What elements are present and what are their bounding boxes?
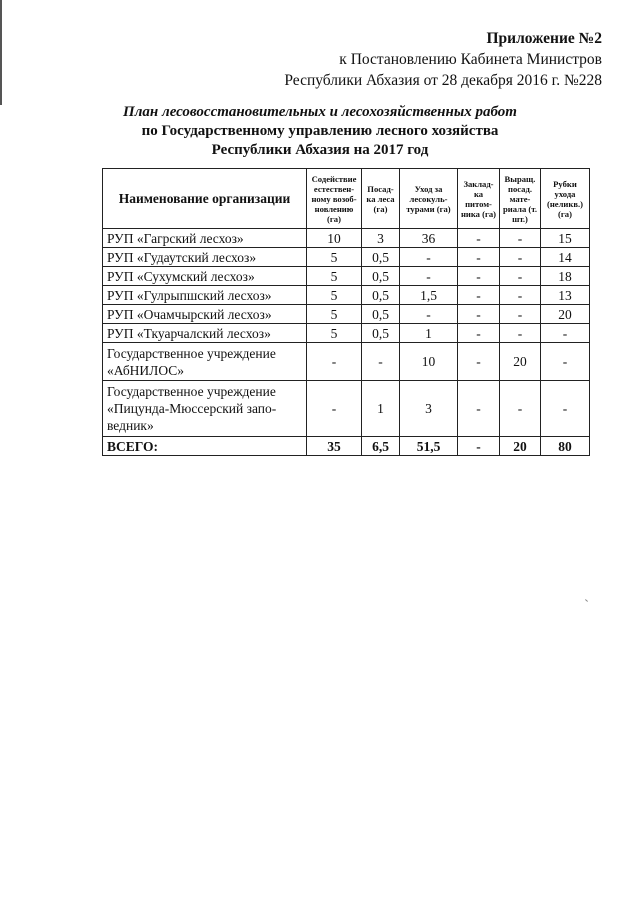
cell-forest-planting: 1 <box>362 381 400 437</box>
cell-plantation-care: - <box>400 267 458 286</box>
cell-forest-planting: - <box>362 343 400 381</box>
cell-thinning: - <box>541 343 590 381</box>
total-forest-planting: 6,5 <box>362 437 400 456</box>
total-label: ВСЕГО: <box>103 437 307 456</box>
header-thinning: Рубки ухода (неликв.) (га) <box>541 169 590 229</box>
row-organization: РУП «Сухумский лесхоз» <box>103 267 307 286</box>
header-seedling-growing: Выращ. посад. мате-риала (т. шт.) <box>500 169 541 229</box>
cell-thinning: 14 <box>541 248 590 267</box>
cell-seedling-growing: - <box>500 248 541 267</box>
row-organization: Государственное учреждение «АбНИЛОС» <box>103 343 307 381</box>
cell-seedling-growing: - <box>500 286 541 305</box>
row-organization: РУП «Очамчырский лесхоз» <box>103 305 307 324</box>
header-organization: Наименование организации <box>103 169 307 229</box>
header-forest-planting: Посад-ка леса (га) <box>362 169 400 229</box>
cell-thinning: - <box>541 381 590 437</box>
cell-seedling-growing: 20 <box>500 343 541 381</box>
table-row <box>103 343 590 381</box>
table-row <box>103 305 590 324</box>
appendix-number: Приложение №2 <box>486 30 602 47</box>
total-nursery-setup: - <box>458 437 500 456</box>
cell-natural-regeneration: 5 <box>307 248 362 267</box>
row-organization: РУП «Гагрский лесхоз» <box>103 229 307 248</box>
total-plantation-care: 51,5 <box>400 437 458 456</box>
cell-plantation-care: 1 <box>400 324 458 343</box>
scan-edge-mark <box>0 0 2 105</box>
header-plantation-care: Уход за лесокуль-турами (га) <box>400 169 458 229</box>
cell-plantation-care: - <box>400 305 458 324</box>
title-line-3: Республики Абхазия на 2017 год <box>211 142 429 158</box>
cell-nursery-setup: - <box>458 343 500 381</box>
scan-speck <box>585 599 588 602</box>
cell-forest-planting: 0,5 <box>362 324 400 343</box>
table-row <box>103 381 590 437</box>
table-row <box>103 229 590 248</box>
cell-thinning: - <box>541 324 590 343</box>
cell-seedling-growing: - <box>500 324 541 343</box>
cell-natural-regeneration: 5 <box>307 324 362 343</box>
decree-reference: к Постановлению Кабинета Министров <box>339 51 602 68</box>
total-natural-regeneration: 35 <box>307 437 362 456</box>
header-nursery-setup: Заклад-ка питом-ника (га) <box>458 169 500 229</box>
cell-seedling-growing: - <box>500 305 541 324</box>
table-row <box>103 324 590 343</box>
cell-seedling-growing: - <box>500 229 541 248</box>
cell-forest-planting: 3 <box>362 229 400 248</box>
total-thinning: 80 <box>541 437 590 456</box>
document-header <box>284 28 602 91</box>
table-row <box>103 267 590 286</box>
cell-forest-planting: 0,5 <box>362 286 400 305</box>
table-header-row <box>103 169 590 229</box>
document-title <box>0 103 640 160</box>
table-row <box>103 248 590 267</box>
cell-plantation-care: 36 <box>400 229 458 248</box>
cell-nursery-setup: - <box>458 305 500 324</box>
cell-natural-regeneration: 5 <box>307 267 362 286</box>
cell-thinning: 18 <box>541 267 590 286</box>
cell-plantation-care: 3 <box>400 381 458 437</box>
cell-nursery-setup: - <box>458 286 500 305</box>
title-line-2: по Государственному управлению лесного хозяйства <box>141 123 499 139</box>
row-organization: РУП «Гудаутский лесхоз» <box>103 248 307 267</box>
title-line-1: План лесовосстановительных и лесохозяйственных работ <box>123 104 517 120</box>
cell-nursery-setup: - <box>458 229 500 248</box>
cell-seedling-growing: - <box>500 267 541 286</box>
works-plan-table <box>102 168 590 456</box>
table-row <box>103 286 590 305</box>
cell-plantation-care: - <box>400 248 458 267</box>
cell-nursery-setup: - <box>458 267 500 286</box>
row-organization: РУП «Ткуарчалский лесхоз» <box>103 324 307 343</box>
cell-thinning: 15 <box>541 229 590 248</box>
decree-date: Республики Абхазия от 28 декабря 2016 г. №228 <box>284 72 602 89</box>
cell-natural-regeneration: - <box>307 381 362 437</box>
cell-nursery-setup: - <box>458 324 500 343</box>
row-organization: РУП «Гулрыпшский лесхоз» <box>103 286 307 305</box>
cell-natural-regeneration: 10 <box>307 229 362 248</box>
cell-natural-regeneration: 5 <box>307 286 362 305</box>
cell-thinning: 13 <box>541 286 590 305</box>
cell-forest-planting: 0,5 <box>362 248 400 267</box>
cell-forest-planting: 0,5 <box>362 305 400 324</box>
row-organization: Государственное учреждение «Пицунда-Мюссерский запо-ведник» <box>103 381 307 437</box>
cell-forest-planting: 0,5 <box>362 267 400 286</box>
cell-seedling-growing: - <box>500 381 541 437</box>
cell-plantation-care: 10 <box>400 343 458 381</box>
cell-natural-regeneration: 5 <box>307 305 362 324</box>
table-total-row <box>103 437 590 456</box>
cell-plantation-care: 1,5 <box>400 286 458 305</box>
cell-nursery-setup: - <box>458 248 500 267</box>
total-seedling-growing: 20 <box>500 437 541 456</box>
cell-natural-regeneration: - <box>307 343 362 381</box>
header-natural-regeneration: Содействие естествен-ному возоб-новлению (га) <box>307 169 362 229</box>
cell-thinning: 20 <box>541 305 590 324</box>
cell-nursery-setup: - <box>458 381 500 437</box>
